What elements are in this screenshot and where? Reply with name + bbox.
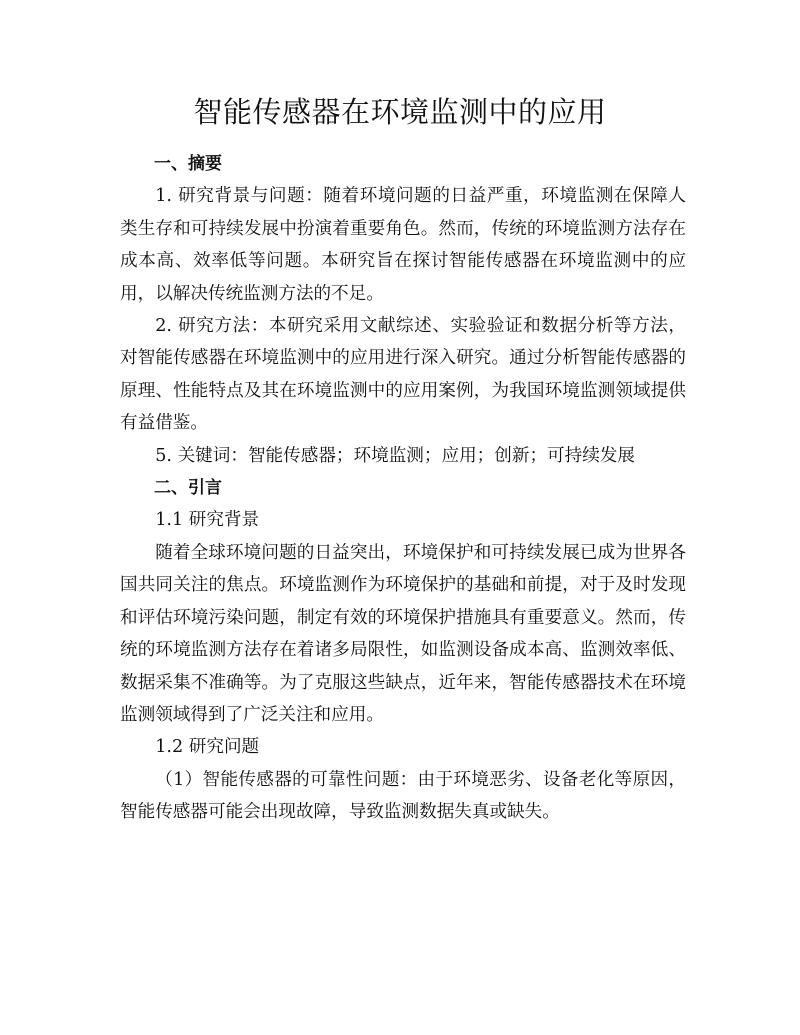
paragraph-background: 1. 研究背景与问题：随着环境问题的日益严重，环境监测在保障人类生存和可持续发展中扮演着重要角色。然而，传统的环境监测方法存在成本高、效率低等问题。本研究旨在探讨智能传感器在环境监测中的应用，以解决传统监测方法的不足。 [120, 186, 686, 304]
document-body [120, 148, 686, 829]
paragraph-methods: 2. 研究方法：本研究采用文献综述、实验验证和数据分析等方法，对智能传感器在环境监测中的应用进行深入研究。通过分析智能传感器的原理、性能特点及其在环境监测中的应用案例，为我国环境监测领域提供有益借鉴。 [120, 316, 686, 434]
paragraph-keywords: 5. 关键词：智能传感器；环境监测；应用；创新；可持续发展 [155, 445, 636, 466]
section-heading-abstract: 一、摘要 [154, 154, 222, 174]
paragraph-intro-background: 随着全球环境问题的日益突出，环境保护和可持续发展已成为世界各国共同关注的焦点。环境监测作为环境保护的基础和前提，对于及时发现和评估环境污染问题，制定有效的环境保护措施具有重要意义。然而，传统的环境监测方法存在着诸多局限性，如监测设备成本高、监测效率低、数据采集不准确等。为了克服这些缺点，近年来，智能传感器技术在环境监测领域得到了广泛关注和应用。 [120, 542, 686, 725]
document-title: 智能传感器在环境监测中的应用 [193, 95, 607, 129]
subsection-heading-background: 1.1 研究背景 [155, 510, 260, 531]
section-heading-introduction: 二、引言 [154, 478, 222, 499]
paragraph-reliability-problem: （1）智能传感器的可靠性问题：由于环境恶劣、设备老化等原因，智能传感器可能会出现故障，导致监测数据失真或缺失。 [120, 769, 686, 823]
subsection-heading-problems: 1.2 研究问题 [155, 737, 260, 758]
